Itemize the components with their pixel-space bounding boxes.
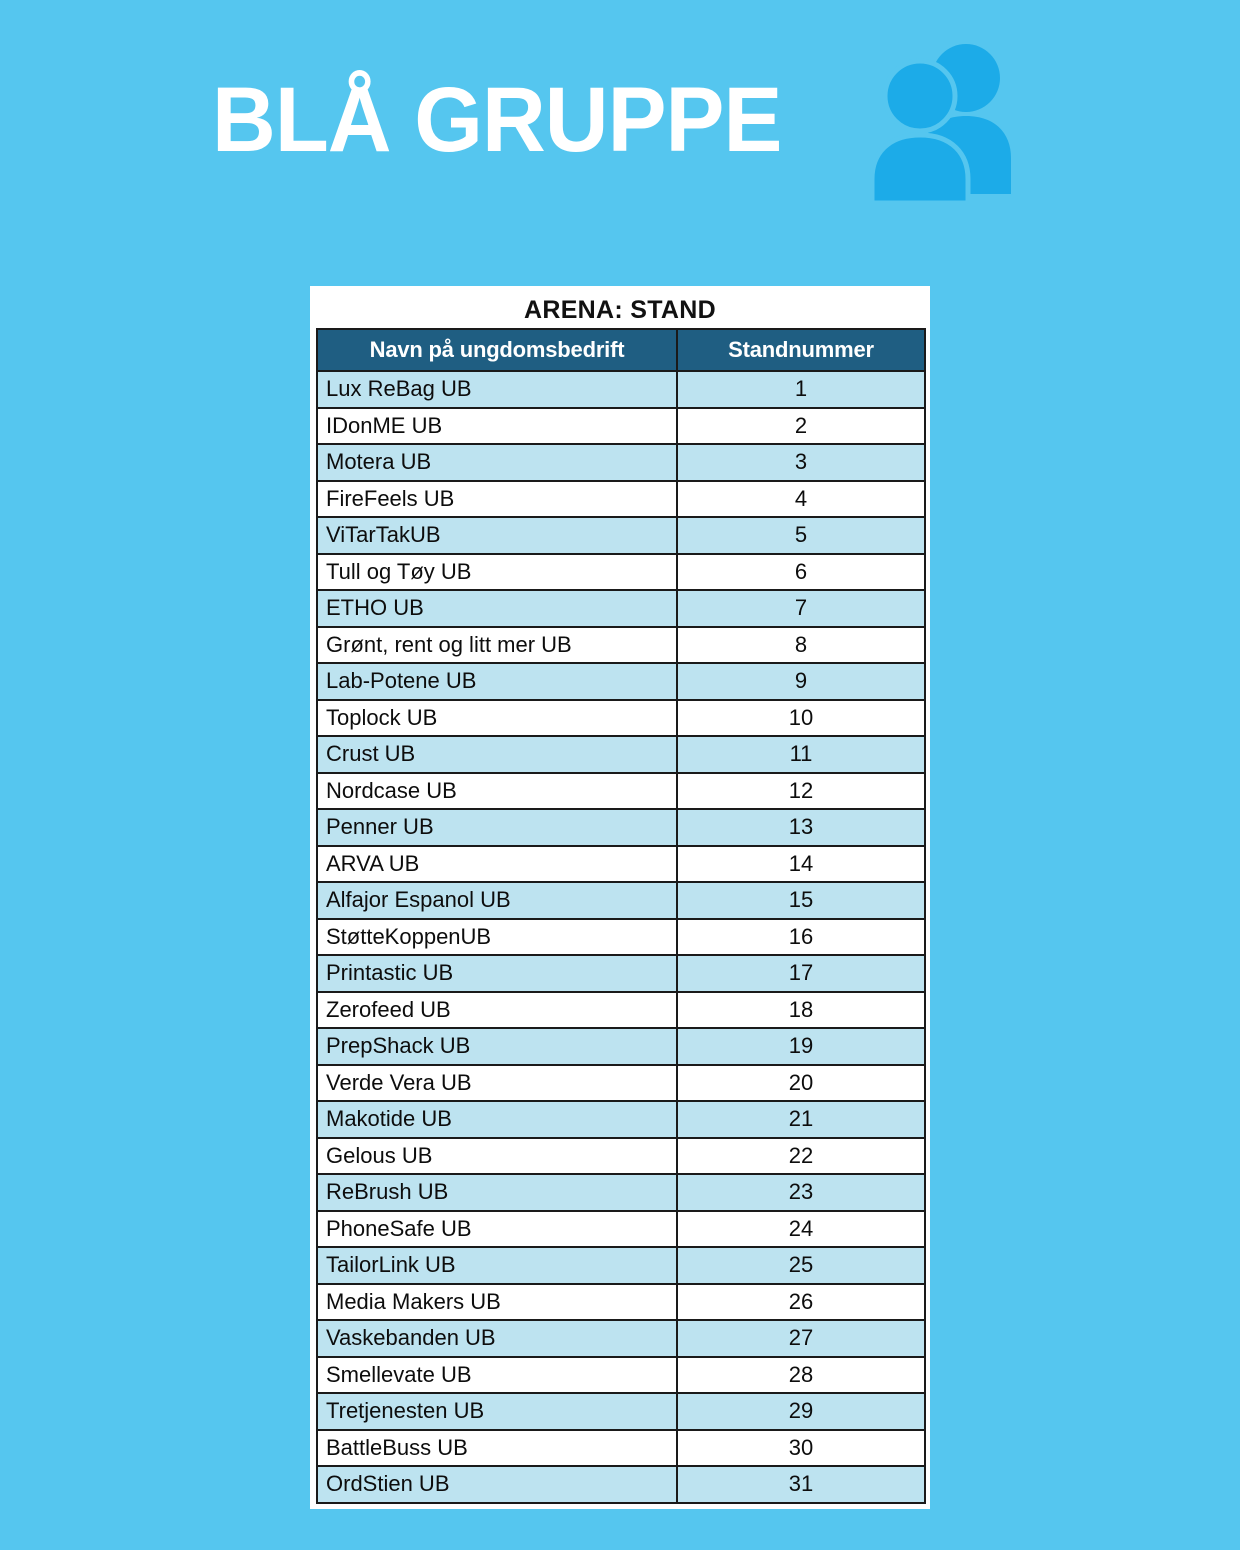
cell-company-name: Nordcase UB — [317, 773, 677, 810]
table-row — [317, 1284, 925, 1321]
table-row — [317, 1320, 925, 1357]
table-row — [317, 992, 925, 1029]
cell-stand-number: 18 — [677, 992, 925, 1029]
cell-stand-number: 14 — [677, 846, 925, 883]
cell-company-name: FireFeels UB — [317, 481, 677, 518]
cell-stand-number: 31 — [677, 1466, 925, 1503]
table-row — [317, 554, 925, 591]
cell-company-name: PrepShack UB — [317, 1028, 677, 1065]
table-row — [317, 700, 925, 737]
cell-company-name: Verde Vera UB — [317, 1065, 677, 1102]
table-row — [317, 627, 925, 664]
cell-company-name: Grønt, rent og litt mer UB — [317, 627, 677, 664]
cell-stand-number: 7 — [677, 590, 925, 627]
cell-company-name: Motera UB — [317, 444, 677, 481]
cell-stand-number: 21 — [677, 1101, 925, 1138]
page-header — [0, 0, 1240, 276]
table-row — [317, 481, 925, 518]
cell-stand-number: 28 — [677, 1357, 925, 1394]
cell-stand-number: 23 — [677, 1174, 925, 1211]
table-row — [317, 1028, 925, 1065]
cell-company-name: ARVA UB — [317, 846, 677, 883]
cell-company-name: PhoneSafe UB — [317, 1211, 677, 1248]
table-row — [317, 809, 925, 846]
cell-stand-number: 1 — [677, 371, 925, 408]
cell-company-name: Gelous UB — [317, 1138, 677, 1175]
cell-stand-number: 10 — [677, 700, 925, 737]
cell-stand-number: 3 — [677, 444, 925, 481]
cell-company-name: ReBrush UB — [317, 1174, 677, 1211]
table-row — [317, 1138, 925, 1175]
cell-company-name: Lab-Potene UB — [317, 663, 677, 700]
cell-stand-number: 13 — [677, 809, 925, 846]
cell-company-name: ViTarTakUB — [317, 517, 677, 554]
table-header-row — [317, 329, 925, 371]
table-row — [317, 1393, 925, 1430]
cell-company-name: TailorLink UB — [317, 1247, 677, 1284]
table-row — [317, 1065, 925, 1102]
cell-company-name: Toplock UB — [317, 700, 677, 737]
cell-company-name: Vaskebanden UB — [317, 1320, 677, 1357]
cell-stand-number: 27 — [677, 1320, 925, 1357]
table-row — [317, 444, 925, 481]
cell-company-name: Tull og Tøy UB — [317, 554, 677, 591]
table-row — [317, 773, 925, 810]
table-row — [317, 590, 925, 627]
cell-stand-number: 20 — [677, 1065, 925, 1102]
table-row — [317, 1174, 925, 1211]
cell-stand-number: 6 — [677, 554, 925, 591]
cell-company-name: OrdStien UB — [317, 1466, 677, 1503]
cell-company-name: Zerofeed UB — [317, 992, 677, 1029]
stand-table-head — [317, 329, 925, 371]
header-inner — [212, 38, 1027, 203]
cell-stand-number: 22 — [677, 1138, 925, 1175]
table-row — [317, 1430, 925, 1467]
cell-company-name: Printastic UB — [317, 955, 677, 992]
cell-company-name: Makotide UB — [317, 1101, 677, 1138]
cell-stand-number: 4 — [677, 481, 925, 518]
stand-table-body — [317, 371, 925, 1503]
arena-title-row — [316, 292, 924, 328]
table-row — [317, 919, 925, 956]
people-icon — [858, 38, 1028, 203]
cell-company-name: BattleBuss UB — [317, 1430, 677, 1467]
cell-company-name: Lux ReBag UB — [317, 371, 677, 408]
cell-company-name: IDonME UB — [317, 408, 677, 445]
column-header-name: Navn på ungdomsbedrift — [317, 329, 677, 371]
cell-stand-number: 16 — [677, 919, 925, 956]
cell-stand-number: 26 — [677, 1284, 925, 1321]
table-row — [317, 408, 925, 445]
cell-company-name: Penner UB — [317, 809, 677, 846]
cell-company-name: Smellevate UB — [317, 1357, 677, 1394]
cell-stand-number: 25 — [677, 1247, 925, 1284]
cell-stand-number: 30 — [677, 1430, 925, 1467]
cell-stand-number: 5 — [677, 517, 925, 554]
table-row — [317, 663, 925, 700]
cell-company-name: StøtteKoppenUB — [317, 919, 677, 956]
table-row — [317, 371, 925, 408]
cell-stand-number: 19 — [677, 1028, 925, 1065]
stand-table — [316, 328, 926, 1504]
page-title: BLÅ GRUPPE — [212, 69, 782, 171]
cell-stand-number: 9 — [677, 663, 925, 700]
table-row — [317, 517, 925, 554]
arena-title: ARENA: STAND — [523, 295, 716, 324]
cell-company-name: ETHO UB — [317, 590, 677, 627]
table-row — [317, 955, 925, 992]
cell-stand-number: 2 — [677, 408, 925, 445]
cell-company-name: Media Makers UB — [317, 1284, 677, 1321]
stand-table-card — [310, 286, 930, 1509]
cell-stand-number: 15 — [677, 882, 925, 919]
cell-stand-number: 8 — [677, 627, 925, 664]
table-row — [317, 736, 925, 773]
cell-company-name: Crust UB — [317, 736, 677, 773]
cell-company-name: Alfajor Espanol UB — [317, 882, 677, 919]
cell-stand-number: 12 — [677, 773, 925, 810]
cell-company-name: Tretjenesten UB — [317, 1393, 677, 1430]
column-header-number: Standnummer — [677, 329, 925, 371]
table-row — [317, 1466, 925, 1503]
table-row — [317, 1211, 925, 1248]
cell-stand-number: 29 — [677, 1393, 925, 1430]
cell-stand-number: 24 — [677, 1211, 925, 1248]
table-row — [317, 1247, 925, 1284]
table-row — [317, 882, 925, 919]
cell-stand-number: 17 — [677, 955, 925, 992]
table-row — [317, 1357, 925, 1394]
table-row — [317, 1101, 925, 1138]
table-row — [317, 846, 925, 883]
cell-stand-number: 11 — [677, 736, 925, 773]
